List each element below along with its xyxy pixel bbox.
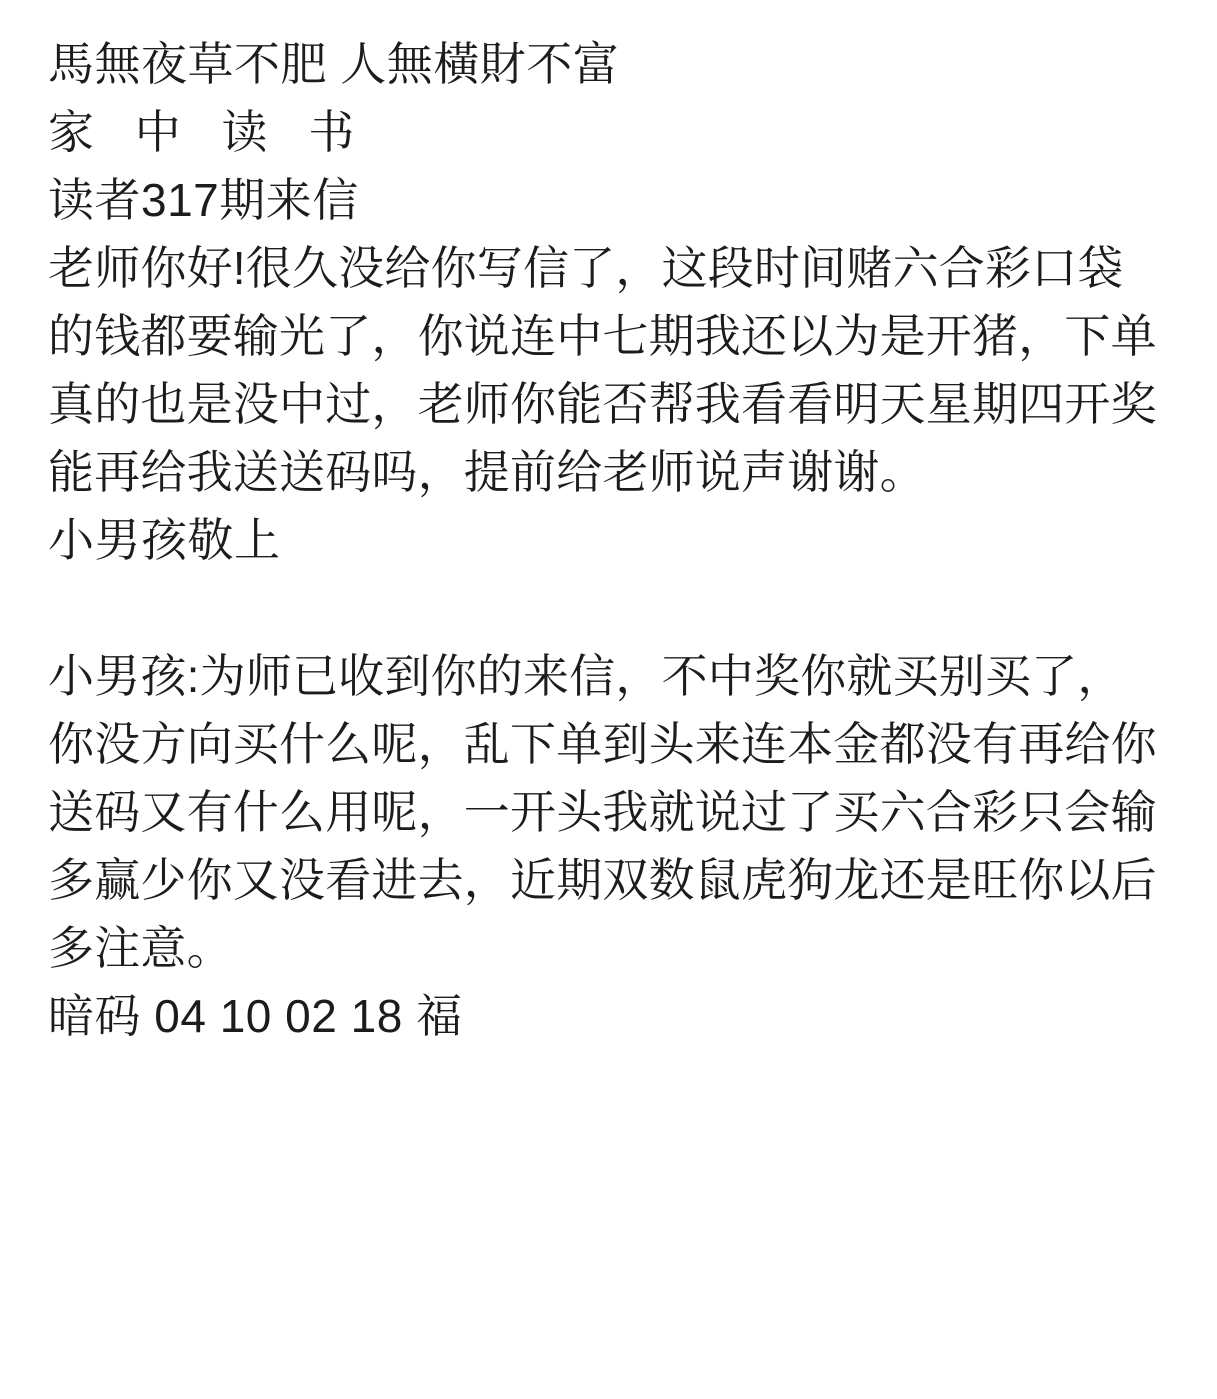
reply-body: 小男孩:为师已收到你的来信，不中奖你就买别买了，你没方向买什么呢，乱下单到头来连本金都没有再给你送码又有什么用呢，一开头我就说过了买六合彩只会输多赢少你又没看进去，近期双数鼠虎狗龙还是旺你以后多注意。 (48, 650, 1157, 974)
paragraph-spacer (48, 574, 1169, 642)
letter-body: 老师你好!很久没给你写信了，这段时间赌六合彩口袋的钱都要输光了，你说连中七期我还以为是开猪，下单真的也是没中过，老师你能否帮我看看明天星期四开奖能再给我送送码吗，提前给老师说声谢谢。 (48, 242, 1157, 498)
letter-signature: 小男孩敬上 (48, 514, 281, 566)
section-title: 家 中 读 书 (48, 106, 369, 158)
headline: 馬無夜草不肥 人無橫財不富 (48, 38, 620, 90)
issue-title: 读者317期来信 (48, 174, 359, 226)
code-line: 暗码 04 10 02 18 福 (48, 990, 463, 1042)
